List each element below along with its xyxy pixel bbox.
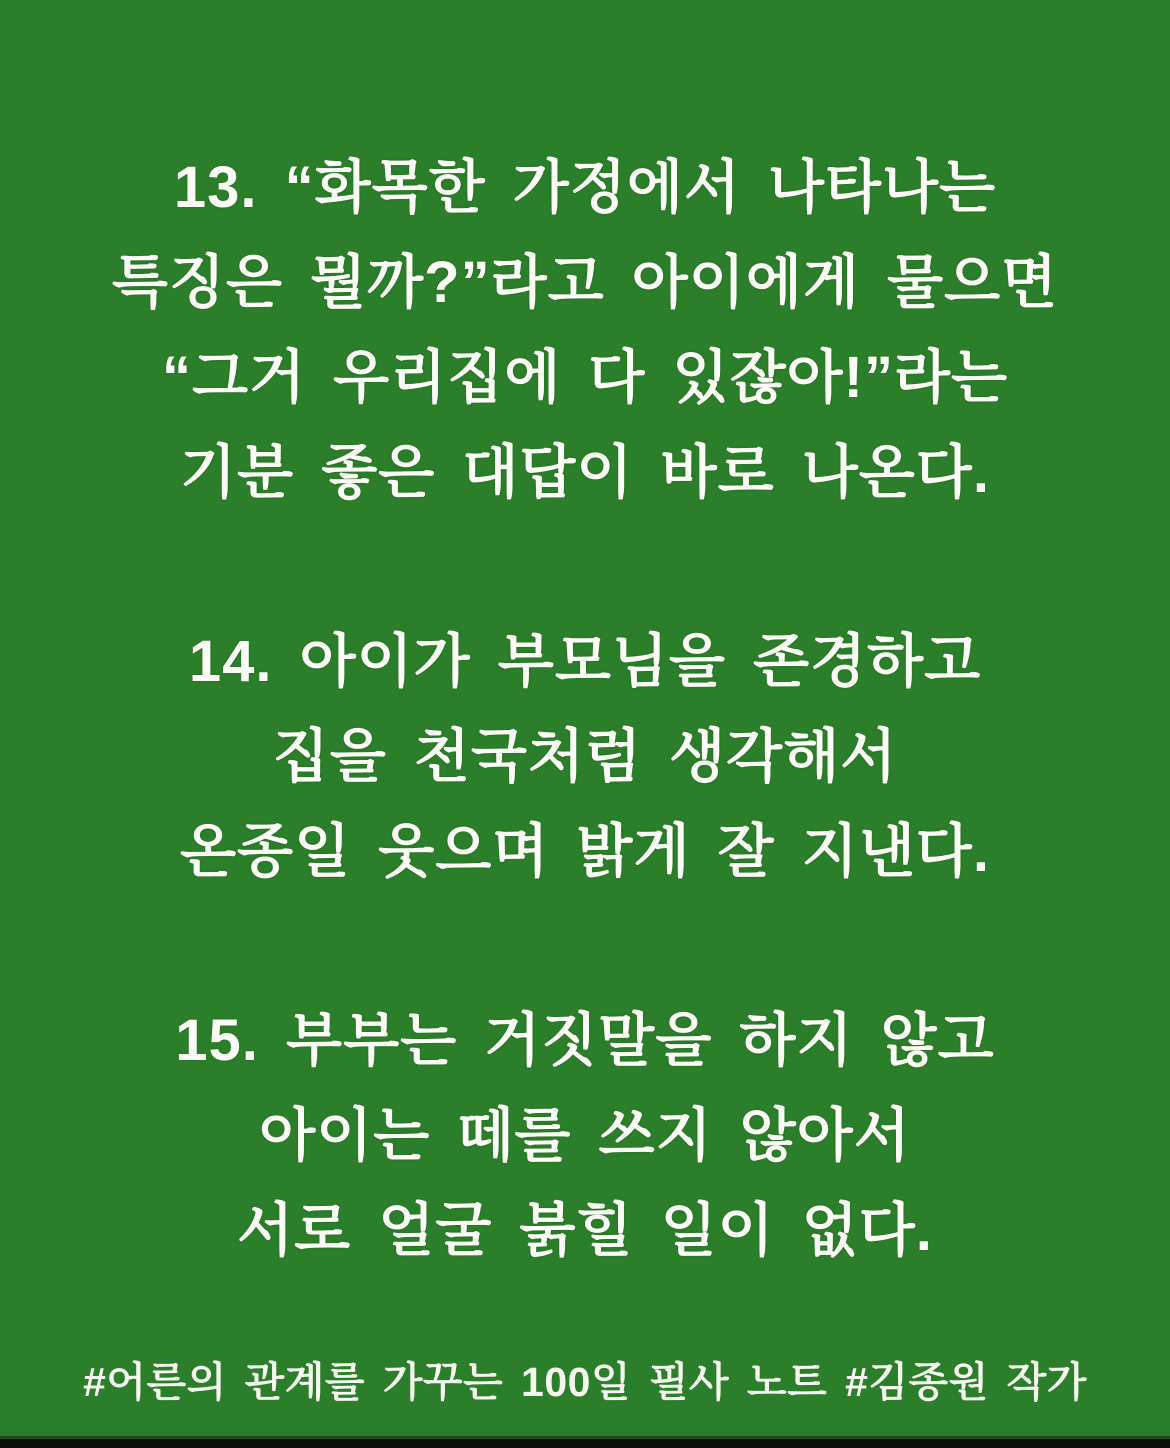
quote-paragraph-15	[0, 993, 1170, 1278]
quote-line: 13. “화목한 가정에서 나타나는	[173, 155, 997, 220]
quote-line: 집을 천국처럼 생각해서	[272, 724, 898, 789]
quote-line: 아이는 떼를 쓰지 않아서	[259, 1103, 911, 1168]
quote-line: 온종일 웃으며 밝게 잘 지낸다.	[180, 819, 990, 884]
quote-paragraph-14	[0, 614, 1170, 899]
quote-line: 서로 얼굴 붉힐 일이 없다.	[237, 1198, 933, 1263]
footer-hashtags: #어른의 관계를 가꾸는 100일 필사 노트 #김종원 작가	[83, 1359, 1087, 1405]
quote-line: 14. 아이가 부모님을 존경하고	[188, 629, 982, 694]
bottom-bar	[0, 1436, 1170, 1448]
quote-paragraph-13	[0, 140, 1170, 520]
quote-line: 기분 좋은 대답이 바로 나온다.	[180, 440, 990, 505]
quote-text-stack	[0, 140, 1170, 1372]
quote-line: 15. 부부는 거짓말을 하지 않고	[175, 1008, 995, 1073]
quote-line: 특징은 뭘까?”라고 아이에게 물으면	[111, 250, 1059, 315]
quote-line: “그거 우리집에 다 있잖아!”라는	[162, 345, 1008, 410]
